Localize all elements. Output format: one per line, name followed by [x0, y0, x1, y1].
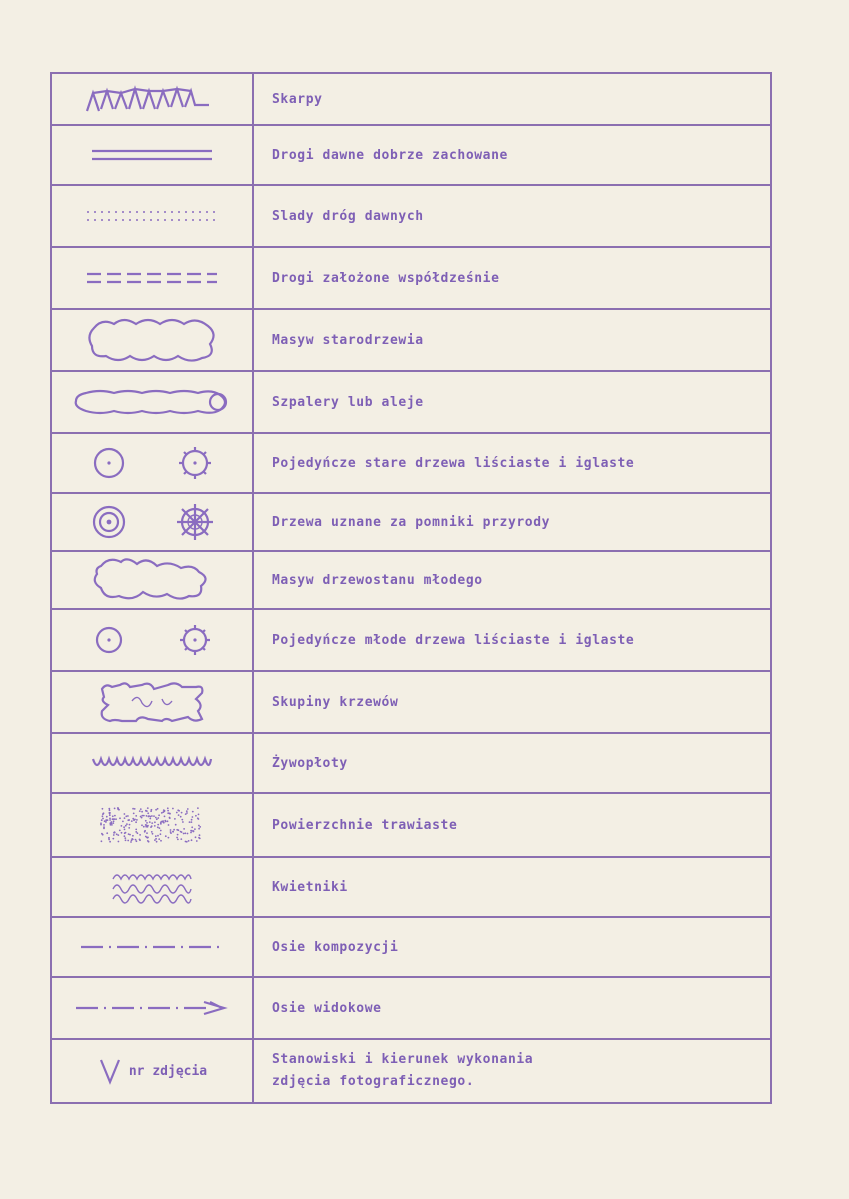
legend-row — [52, 858, 770, 918]
hedge-wave-icon — [52, 734, 254, 792]
scalloped-ellipse-icon — [52, 372, 254, 432]
legend-row — [52, 918, 770, 978]
legend-row — [52, 734, 770, 794]
legend-text-line: Stanowiski i kierunek wykonania — [272, 1052, 534, 1067]
shrub-group-icon — [52, 672, 254, 732]
legend-text: Skupiny krzewów — [272, 694, 399, 710]
legend-text: Drzewa uznane za pomniki przyrody — [272, 514, 551, 530]
legend-text: Kwietniki — [272, 879, 348, 895]
legend-text: Masyw drzewostanu młodego — [272, 572, 483, 588]
double-dotted-line-icon — [52, 186, 254, 246]
legend-row — [52, 794, 770, 858]
legend-text: Osie kompozycji — [272, 939, 399, 955]
legend-row — [52, 610, 770, 672]
legend-text: Pojedyńcze młode drzewa liściaste i iglaste — [272, 632, 635, 648]
legend-row — [52, 1040, 770, 1102]
composition-axis-icon — [52, 918, 254, 976]
grass-stipple-icon — [52, 794, 254, 856]
legend-text: Osie widokowe — [272, 1000, 382, 1016]
legend-text-line: zdjęcia fotograficznego. — [272, 1074, 475, 1089]
legend-row — [52, 310, 770, 372]
legend-row — [52, 126, 770, 186]
young-stand-cloud-icon — [52, 552, 254, 608]
legend-text: Slady dróg dawnych — [272, 208, 424, 224]
legend-row — [52, 248, 770, 310]
young-tree-pair-icon — [52, 610, 254, 670]
double-solid-line-icon — [52, 126, 254, 184]
view-axis-arrow-icon — [52, 978, 254, 1038]
legend-text: Pojedyńcze stare drzewa liściaste i iglaste — [272, 455, 635, 471]
double-dashed-line-icon — [52, 248, 254, 308]
legend-table — [50, 72, 772, 1104]
tree-pair-icon — [52, 434, 254, 492]
monument-tree-pair-icon — [52, 494, 254, 550]
v-mark-cell — [52, 1040, 254, 1102]
scarp-hatch-icon — [52, 74, 254, 124]
legend-row — [52, 672, 770, 734]
legend-row — [52, 494, 770, 552]
legend-text: Drogi założone współdześnie — [272, 270, 500, 286]
legend-row — [52, 552, 770, 610]
legend-text: Skarpy — [272, 91, 323, 107]
legend-text: Masyw starodrzewia — [272, 332, 424, 348]
legend-row — [52, 434, 770, 494]
photo-number-label: nr zdjęcia — [128, 1063, 208, 1079]
cloud-outline-icon — [52, 310, 254, 370]
v-mark-icon — [97, 1056, 123, 1086]
legend-text: Żywopłoty — [272, 755, 348, 771]
legend-row — [52, 186, 770, 248]
legend-row — [52, 978, 770, 1040]
legend-row — [52, 74, 770, 126]
legend-text-block — [254, 1040, 770, 1102]
legend-text: Drogi dawne dobrze zachowane — [272, 147, 508, 163]
legend-row — [52, 372, 770, 434]
flowerbed-icon — [52, 858, 254, 916]
legend-text: Powierzchnie trawiaste — [272, 817, 458, 833]
legend-text: Szpalery lub aleje — [272, 394, 424, 410]
